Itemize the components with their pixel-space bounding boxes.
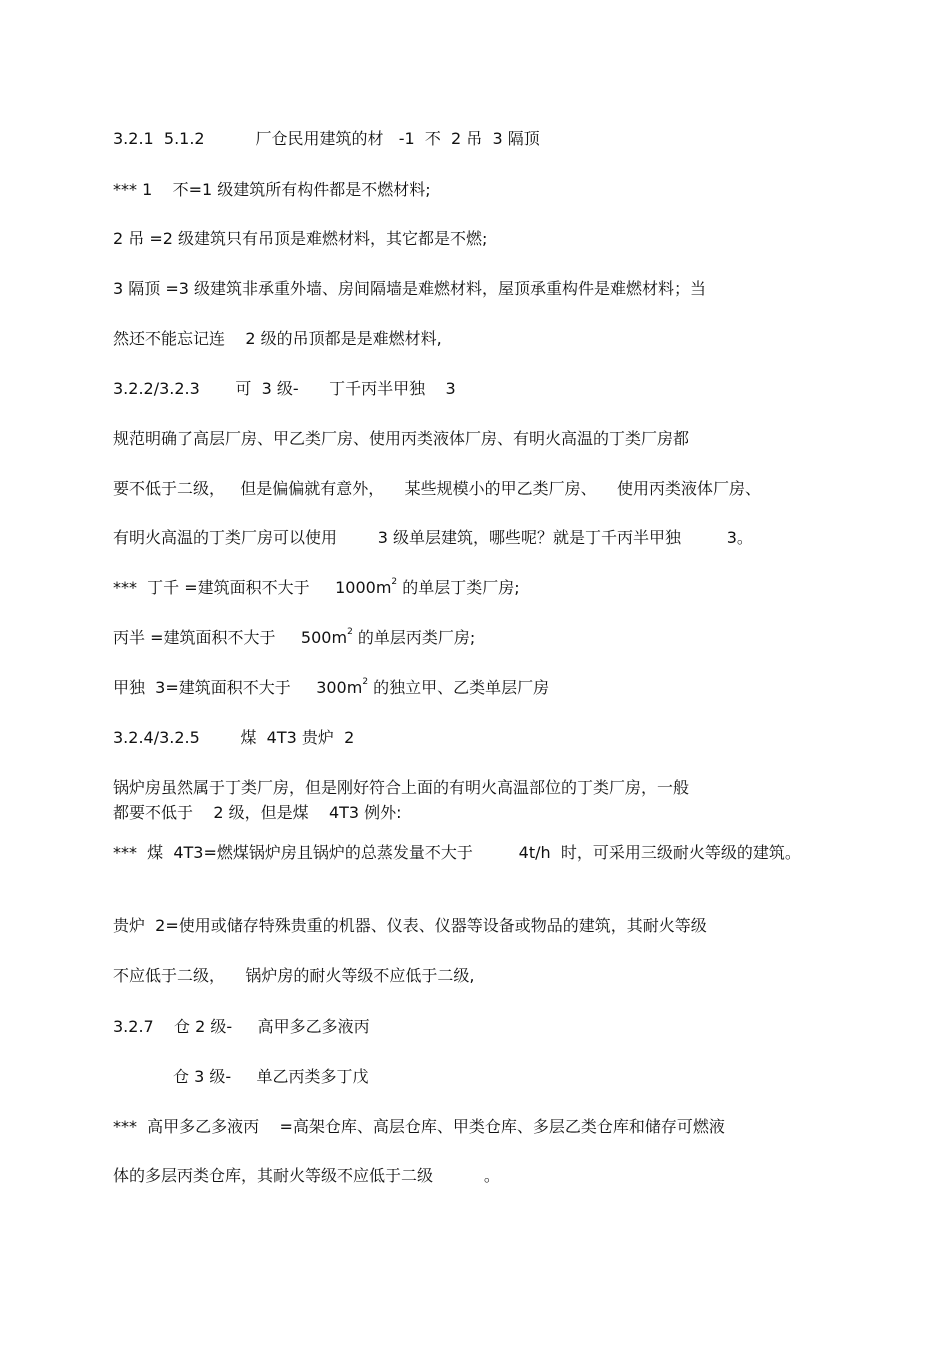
area-rule-line-2 <box>113 628 475 648</box>
section-heading-3-2-7: 3.2.7 仓 2 级- 高甲多乙多液丙 <box>113 1017 370 1036</box>
section-heading-3-2-2: 3.2.2/3.2.3 可 3 级- 丁千丙半甲独 3 <box>113 379 456 398</box>
area-rule-text: 甲独 3=建筑面积不大于 300m <box>113 678 363 697</box>
paragraph-line: *** 1 不=1 级建筑所有构件都是不燃材料; <box>113 180 431 199</box>
area-rule-text: 的单层丁类厂房; <box>397 578 520 597</box>
paragraph-line: 有明火高温的丁类厂房可以使用 3 级单层建筑，哪些呢？就是丁千丙半甲独 3。 <box>113 528 753 547</box>
paragraph-line: *** 高甲多乙多液丙 =高架仓库、高层仓库、甲类仓库、多层乙类仓库和储存可燃液 <box>113 1117 725 1136</box>
paragraph-line: 不应低于二级， 锅炉房的耐火等级不应低于二级, <box>113 966 475 985</box>
section-heading-3-2-4: 3.2.4/3.2.5 煤 4T3 贵炉 2 <box>113 728 355 747</box>
paragraph-line: 都要不低于 2 级，但是煤 4T3 例外: <box>113 803 402 822</box>
paragraph-line: 要不低于二级， 但是偏偏就有意外， 某些规模小的甲乙类厂房、 使用丙类液体厂房、 <box>113 479 761 498</box>
area-rule-text: *** 丁千 =建筑面积不大于 1000m <box>113 578 392 597</box>
paragraph-line: 贵炉 2=使用或储存特殊贵重的机器、仪表、仪器等设备或物品的建筑，其耐火等级 <box>113 916 707 935</box>
area-rule-line-1 <box>113 578 520 598</box>
area-rule-text: 丙半 =建筑面积不大于 500m <box>113 628 348 647</box>
section-heading-3-2-1: 3.2.1 5.1.2 厂仓民用建筑的材 -1 不 2 吊 3 隔顶 <box>113 129 540 148</box>
area-rule-line-3 <box>113 678 549 698</box>
paragraph-line: 体的多层丙类仓库，其耐火等级不应低于二级 。 <box>113 1166 500 1185</box>
paragraph-line: 仓 3 级- 单乙丙类多丁戊 <box>173 1067 369 1086</box>
superscript-2: 2 <box>347 627 353 637</box>
paragraph-line: 锅炉房虽然属于丁类厂房，但是刚好符合上面的有明火高温部位的丁类厂房，一般 <box>113 778 690 797</box>
paragraph-line: *** 煤 4T3=燃煤锅炉房且锅炉的总蒸发量不大于 4t/h 时，可采用三级耐火等级的建筑。 <box>113 843 801 862</box>
superscript-2: 2 <box>391 577 398 587</box>
superscript-2: 2 <box>362 677 369 687</box>
area-rule-text: 的单层丙类厂房; <box>352 628 476 647</box>
paragraph-line: 然还不能忘记连 2 级的吊顶都是是难燃材料, <box>113 329 442 348</box>
area-rule-text: 的独立甲、乙类单层厂房 <box>368 678 550 697</box>
paragraph-line: 3 隔顶 =3 级建筑非承重外墙、房间隔墙是难燃材料，屋顶承重构件是难燃材料；当 <box>113 279 707 298</box>
paragraph-line: 规范明确了高层厂房、甲乙类厂房、使用丙类液体厂房、有明火高温的丁类厂房都 <box>113 429 690 448</box>
paragraph-line: 2 吊 =2 级建筑只有吊顶是难燃材料，其它都是不燃; <box>113 229 488 248</box>
